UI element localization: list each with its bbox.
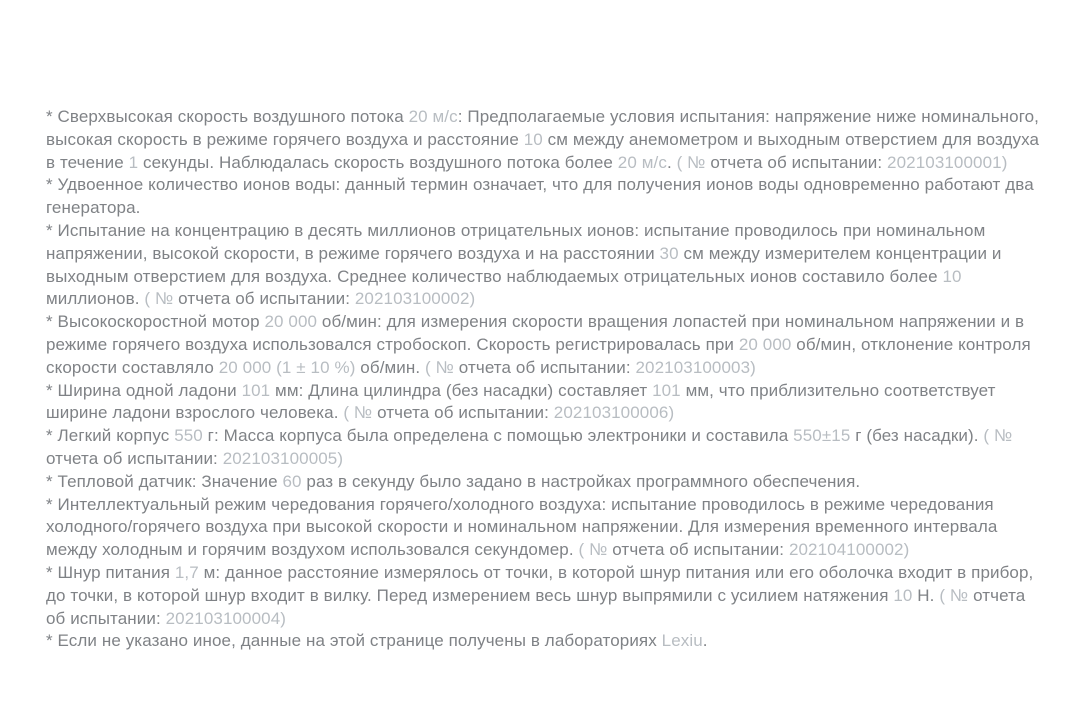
footnote-text: Н. — [912, 585, 940, 605]
footnote-value: ( № — [983, 426, 1013, 446]
footnote-paragraph — [46, 471, 1043, 494]
footnote-text: * Шнур питания — [46, 562, 175, 582]
footnote-text: * Ширина одной ладони — [46, 380, 242, 400]
footnote-value: 20 м/с — [408, 107, 458, 126]
footnote-text: отчета об испытании: — [46, 585, 1026, 628]
footnote-text: отчета об испытании: — [377, 403, 554, 423]
footnote-value: 202103100005) — [222, 448, 344, 468]
footnote-value: ( № — [578, 540, 613, 560]
footnote-value: 20 м/с — [617, 152, 667, 172]
footnote-text: об/мин, отклонение контроля скорости составляло — [46, 334, 1031, 377]
footnotes — [46, 106, 1043, 653]
footnote-paragraph — [46, 494, 1043, 562]
footnote-value: 10 — [893, 585, 913, 605]
footnote-value: 1 — [128, 152, 139, 172]
footnote-value: ( № — [144, 289, 179, 309]
footnote-paragraph — [46, 562, 1043, 630]
footnote-value: 30 — [659, 243, 679, 263]
footnote-text: : Предполагаемые условия испытания: напряжение ниже номинального, высокая скорость в режиме горячего воздуха и расстояние — [46, 107, 1040, 149]
footnote-value: 60 — [282, 471, 302, 491]
footnote-text: об/мин. — [355, 357, 426, 377]
footnote-text: см между анемометром и выходным отверстием для воздуха в течение — [46, 129, 1040, 172]
footnote-value: 202104100002) — [788, 540, 910, 560]
footnote-value: 202103100001) — [887, 152, 1008, 172]
footnote-value: ( № — [343, 403, 378, 423]
footnote-value: ( № — [939, 585, 974, 605]
footnote-value: 202103100006) — [553, 403, 675, 423]
footnote-value: 10 — [942, 266, 962, 286]
footnote-text: г: Масса корпуса была определена с помощью электроники и составила — [202, 426, 794, 446]
footnote-text: г (без насадки). — [850, 426, 984, 446]
footnote-value: ( № — [425, 357, 459, 377]
footnote-paragraph — [46, 220, 1043, 311]
footnote-text: * Испытание на концентрацию в десять миллионов отрицательных ионов: испытание проводилось при номинальном напряжении, высокой скорости, в режиме горячего воздуха и на расстоянии — [46, 220, 986, 263]
footnote-text: раз в секунду было задано в настройках программного обеспечения. — [301, 471, 861, 491]
footnote-text: миллионов. — [46, 289, 145, 309]
footnote-value: 202103100004) — [165, 608, 287, 628]
footnote-value: 550 — [174, 426, 203, 446]
footnote-value: 20 000 — [264, 312, 318, 332]
footnote-value: Lexiu — [661, 631, 703, 651]
footnote-paragraph — [46, 380, 1043, 426]
footnote-value: 101 — [241, 380, 271, 400]
footnote-value: 202103100003) — [635, 357, 756, 377]
footnote-paragraph — [46, 311, 1043, 379]
footnote-text: отчета об испытании: — [458, 357, 636, 377]
footnote-paragraph — [46, 106, 1043, 174]
footnote-text: * Сверхвысокая скорость воздушного потока — [46, 107, 409, 126]
footnote-value: 20 000 — [738, 334, 792, 354]
footnote-text: мм, что приблизительно соответствует ширине ладони взрослого человека. — [46, 380, 996, 423]
footnote-text: отчета об испытании: — [612, 540, 789, 560]
footnote-value: 1,7 — [174, 562, 199, 582]
footnote-text: * Интеллектуальный режим чередования горячего/холодного воздуха: испытание проводилось в режиме чередования холодного/горячего воздуха при высокой скорости и номинальном напряжении. Для измерения временного интервала между холодным и горячим воздухом использовался секундомер. — [46, 494, 998, 560]
footnote-paragraph — [46, 174, 1043, 220]
footnote-value: 10 — [523, 129, 543, 149]
footnote-text: см между измерителем концентрации и выходным отверстием для воздуха. Среднее количество наблюдаемых отрицательных ионов составило более — [46, 243, 1002, 286]
footnote-text: мм: Длина цилиндра (без насадки) составляет — [270, 380, 653, 400]
footnote-text: * Тепловой датчик: Значение — [46, 471, 283, 491]
footnote-text: отчета об испытании: — [710, 152, 888, 172]
footnote-text: * Удвоенное количество ионов воды: данный термин означает, что для получения ионов воды одновременно работают два генератора. — [46, 175, 1034, 218]
footnote-text: * Если не указано иное, данные на этой странице получены в лабораториях — [46, 631, 662, 651]
footnote-paragraph — [46, 425, 1043, 471]
footnote-value: ( № — [676, 152, 711, 172]
footnote-value: 101 — [652, 380, 681, 400]
footnote-text: отчета об испытании: — [178, 289, 355, 309]
footnote-text: м: данное расстояние измерялось от точки, в которой шнур питания или его оболочка входит в прибор, до точки, в которой шнур входит в вилку. Перед измерением весь шнур выпрямили с усилием натяжения — [46, 562, 1034, 605]
footnote-text: . — [702, 631, 708, 651]
footnote-paragraph — [46, 630, 1043, 653]
footnote-text: секунды. Наблюдалась скорость воздушного потока более — [138, 152, 618, 172]
footnote-text: отчета об испытании: — [46, 448, 223, 468]
footnote-text: . — [666, 152, 677, 172]
footnote-value: 550±15 — [793, 426, 851, 446]
footnote-text: * Легкий корпус — [46, 426, 175, 446]
footnote-text: об/мин: для измерения скорости вращения лопастей при номинальном напряжении и в режиме горячего воздуха использовался стробоскоп. Скорость регистрировалась при — [46, 312, 1025, 354]
footnote-value: 20 000 (1 ± 10 %) — [218, 357, 356, 377]
footnote-text: * Высокоскоростной мотор — [46, 312, 265, 332]
footnote-value: 202103100002) — [354, 289, 476, 309]
